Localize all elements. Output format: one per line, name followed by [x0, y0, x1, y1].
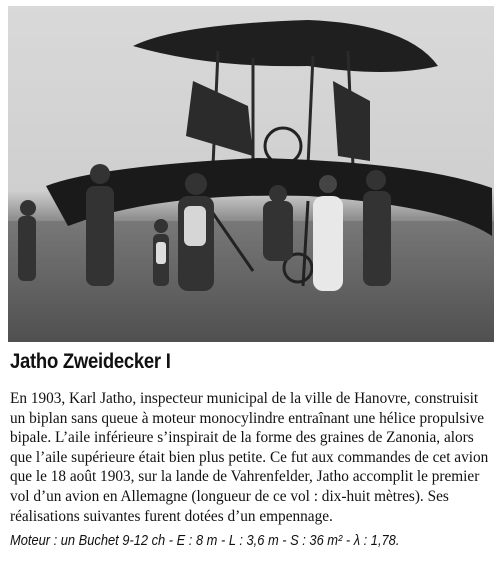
body-line: un biplan sans queue à moteur monocylindre entraînant une hélice propulsive — [10, 409, 485, 427]
article-title: Jatho Zweidecker I — [10, 350, 171, 373]
body-line: que l’aile supérieure était bien plus petite. Ce fut aux commandes de cet avion — [10, 448, 489, 466]
body-line: bipale. L’aile inférieure s’inspirait de la forme des graines de Zanonia, alors — [10, 429, 474, 447]
historical-photo — [8, 6, 494, 342]
body-line: réalisations suivantes furent dotées d’un empennage. — [10, 507, 333, 525]
body-line: En 1903, Karl Jatho, inspecteur municipal de la ville de Hanovre, construisit — [10, 390, 479, 407]
biplane-photo-illustration — [8, 6, 494, 342]
body-line: que le 18 août 1903, sur la lande de Vahrenfelder, Jatho accomplit le premier — [10, 468, 480, 486]
article-body — [10, 389, 488, 526]
specifications-line: Moteur : un Buchet 9-12 ch - E : 8 m - L : 3,6 m - S : 36 m² - λ : 1,78. — [10, 533, 400, 549]
body-line: vol d’un avion en Allemagne (longueur de ce vol : dix-huit mètres). Ses — [10, 487, 449, 505]
